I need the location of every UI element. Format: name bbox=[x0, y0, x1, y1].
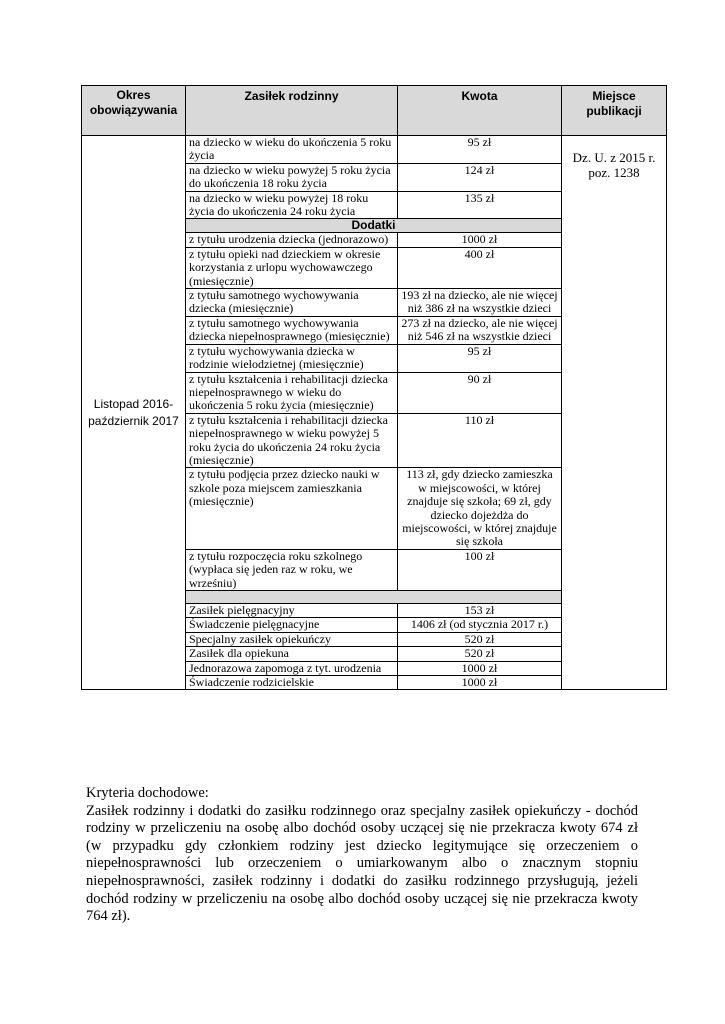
header-kwota: Kwota bbox=[398, 86, 562, 136]
row-desc: na dziecko w wieku do ukończenia 5 roku życia bbox=[186, 136, 398, 164]
row-desc: Zasiłek pielęgnacyjny bbox=[186, 604, 398, 618]
row-desc: Świadczenie pielęgnacyjne bbox=[186, 618, 398, 632]
header-zasilek: Zasiłek rodzinny bbox=[186, 86, 398, 136]
benefits-table bbox=[81, 85, 667, 690]
row-amount: 273 zł na dziecko, ale nie więcej niż 546 zł na wszystkie dzieci bbox=[398, 316, 562, 344]
section-label: Dodatki bbox=[186, 219, 562, 233]
row-amount: 520 zł bbox=[398, 647, 562, 661]
row-amount: 1000 zł bbox=[398, 676, 562, 690]
row-desc: z tytułu wychowywania dziecka w rodzinie wielodzietnej (miesięcznie) bbox=[186, 344, 398, 372]
row-desc: z tytułu podjęcia przez dziecko nauki w szkole poza miejscem zamieszkania (miesięcznie) bbox=[186, 468, 398, 549]
criteria-body: Zasiłek rodzinny i dodatki do zasiłku rodzinnego oraz specjalny zasiłek opiekuńczy - dochód rodziny w przeliczeniu na osobę albo dochód osoby uczącej się nie przekracza kwoty 674 zł (w przypadku gdy członkiem rodziny jest dziecko legitymujące się orzeczeniem o niepełnosprawności lub orzeczeniem o umiarkowanym albo o znacznym stopniu niepełnosprawności, zasiłek rodzinny i dodatki do zasiłku rodzinnego przysługują, jeżeli dochód rodziny w przeliczeniu na osobę albo dochód osoby uczącej się nie przekracza kwoty 764 zł). bbox=[86, 802, 638, 925]
row-desc: z tytułu samotnego wychowywania dziecka (miesięcznie) bbox=[186, 289, 398, 317]
row-desc: z tytułu opieki nad dzieckiem w okresie korzystania z urlopu wychowawczego (miesięcznie) bbox=[186, 247, 398, 288]
row-amount: 113 zł, gdy dziecko zamieszka w miejscowości, w której znajduje się szkoła; 69 zł, gdy dziecko dojeżdża do miejscowości, w której znajduje się szkoła bbox=[398, 468, 562, 549]
row-desc: z tytułu kształcenia i rehabilitacji dziecka niepełnosprawnego w wieku do ukończenia 5 roku życia (miesięcznie) bbox=[186, 372, 398, 413]
row-amount: 95 zł bbox=[398, 136, 562, 164]
income-criteria bbox=[86, 785, 638, 926]
table-header-row bbox=[82, 86, 667, 136]
row-desc: na dziecko w wieku powyżej 5 roku życia do ukończenia 18 roku życia bbox=[186, 163, 398, 191]
row-amount: 400 zł bbox=[398, 247, 562, 288]
row-amount: 124 zł bbox=[398, 163, 562, 191]
row-desc: z tytułu urodzenia dziecka (jednorazowo) bbox=[186, 233, 398, 247]
row-amount: 110 zł bbox=[398, 413, 562, 468]
row-amount: 1000 zł bbox=[398, 233, 562, 247]
row-desc: na dziecko w wieku powyżej 18 roku życia do ukończenia 24 roku życia bbox=[186, 191, 398, 219]
header-miejsce: Miejsce publikacji bbox=[562, 86, 667, 136]
row-desc: Jednorazowa zapomoga z tyt. urodzenia bbox=[186, 661, 398, 675]
table-body bbox=[82, 136, 667, 690]
publication-cell bbox=[562, 136, 667, 690]
row-amount: 90 zł bbox=[398, 372, 562, 413]
period-cell bbox=[82, 136, 186, 690]
row-amount: 95 zł bbox=[398, 344, 562, 372]
row-amount: 1406 zł (od stycznia 2017 r.) bbox=[398, 618, 562, 632]
row-amount: 520 zł bbox=[398, 632, 562, 646]
criteria-heading: Kryteria dochodowe: bbox=[86, 785, 209, 801]
publication-text: Dz. U. z 2015 r. poz. 1238 bbox=[572, 150, 656, 180]
period-text: Listopad 2016-październik 2017 bbox=[88, 396, 179, 428]
header-okres: Okres obowiązywania bbox=[82, 86, 186, 136]
row-desc: Zasiłek dla opiekuna bbox=[186, 647, 398, 661]
row-desc: Świadczenie rodzicielskie bbox=[186, 676, 398, 690]
row-desc: z tytułu kształcenia i rehabilitacji dziecka niepełnosprawnego w wieku powyżej 5 roku życia do ukończenia 24 roku życia (miesięcznie) bbox=[186, 413, 398, 468]
row-amount: 153 zł bbox=[398, 604, 562, 618]
row-amount: 1000 zł bbox=[398, 661, 562, 675]
row-desc: z tytułu samotnego wychowywania dziecka niepełnosprawnego (miesięcznie) bbox=[186, 316, 398, 344]
row-amount: 135 zł bbox=[398, 191, 562, 219]
row-amount: 193 zł na dziecko, ale nie więcej niż 386 zł na wszystkie dzieci bbox=[398, 289, 562, 317]
row-desc: z tytułu rozpoczęcia roku szkolnego (wypłaca się jeden raz w roku, we wrześniu) bbox=[186, 549, 398, 590]
table-row bbox=[82, 136, 667, 164]
row-amount: 100 zł bbox=[398, 549, 562, 590]
blank-separator bbox=[186, 591, 562, 604]
row-desc: Specjalny zasiłek opiekuńczy bbox=[186, 632, 398, 646]
